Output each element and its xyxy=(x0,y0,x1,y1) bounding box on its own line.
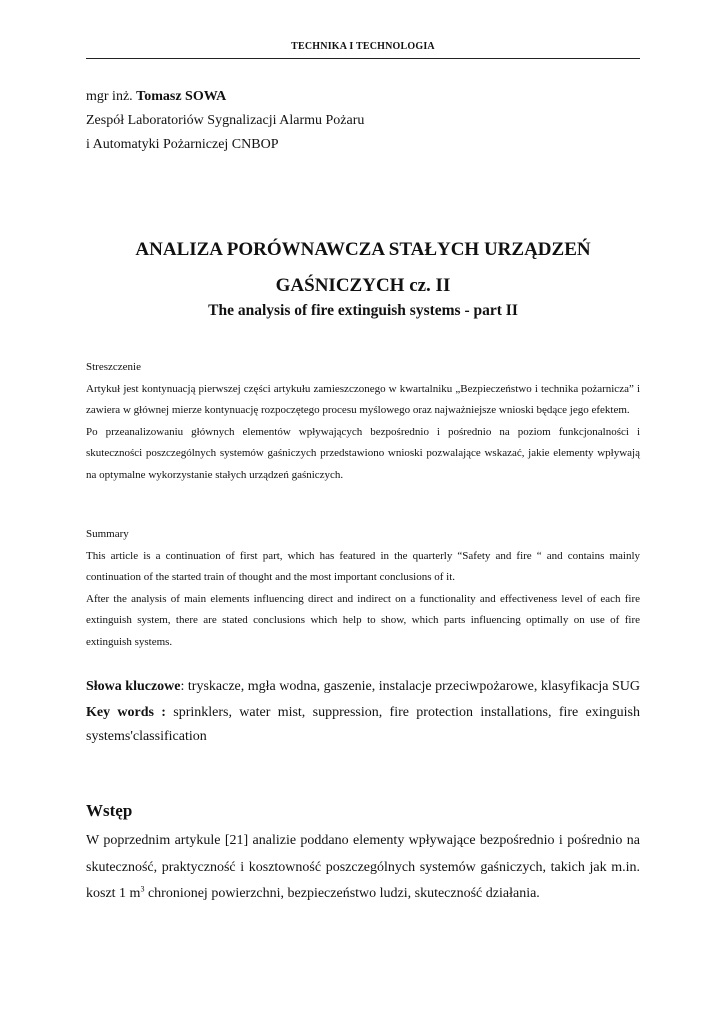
header-rule xyxy=(86,58,640,59)
abstract-english xyxy=(86,524,640,653)
english-title: The analysis of fire extinguish systems - part II xyxy=(208,302,518,319)
section-heading-intro: Wstęp xyxy=(86,801,133,820)
author-line xyxy=(86,85,640,109)
keywords-polish-label: Słowa kluczowe xyxy=(86,679,181,694)
title-line-1: ANALIZA PORÓWNAWCZA STAŁYCH URZĄDZEŃ xyxy=(135,239,591,260)
summary-paragraph: After the analysis of main elements influencing direct and indirect on a functionality and effectiveness level of each fire extinguish system, there are stated conclusions which help to show, which parts influencing optimally on use of fire extinguish systems. xyxy=(86,592,640,648)
keywords-polish xyxy=(86,675,640,700)
superscript-3: 3 xyxy=(140,884,145,894)
running-header: TECHNIKA I TECHNOLOGIA xyxy=(291,41,435,52)
author-name: Tomasz SOWA xyxy=(136,89,227,104)
summary-paragraph: This article is a continuation of first part, which has featured in the quarterly “Safety and fire “ and contains mainly continuation of the started train of thought and the most important conclusions of it. xyxy=(86,549,640,583)
abstract-paragraph: Po przeanalizowaniu głównych elementów wpływających bezpośrednio i pośrednio na poziom funkcjonalności i skuteczności poszczególnych systemów gaśniczych przedstawiono wnioski pozwalające wskazać, jakie elementy wpływają na optymalne wykorzystanie stałych urządzeń gaśniczych. xyxy=(86,425,640,481)
author-prefix: mgr inż. xyxy=(86,89,137,104)
intro-text-before: W poprzednim artykule [21] analizie poddano elementy wpływające bezpośrednio i pośrednio na skuteczność, praktyczność i kosztowność poszczególnych systemów gaśniczych, takich jak m.in. koszt 1 m xyxy=(86,833,640,901)
keywords-polish-text: : tryskacze, mgła wodna, gaszenie, instalacje przeciwpożarowe, klasyfikacja SUG xyxy=(180,679,640,694)
author-block xyxy=(86,85,640,157)
keywords-english xyxy=(86,701,640,750)
keywords-english-text: sprinklers, water mist, suppression, fire protection installations, fire exinguish systems'classification xyxy=(86,704,641,744)
intro-paragraph xyxy=(86,828,640,908)
keywords-english-label: Key words : xyxy=(86,704,166,720)
abstract-heading: Streszczenie xyxy=(86,361,141,373)
paper-title xyxy=(86,232,640,304)
affiliation-line-1: Zespół Laboratoriów Sygnalizacji Alarmu Pożaru xyxy=(86,113,365,128)
intro-text-after: chronionej powierzchni, bezpieczeństwo ludzi, skuteczność działania. xyxy=(144,886,540,901)
abstract-polish xyxy=(86,357,640,486)
keywords-block xyxy=(86,675,640,750)
summary-heading: Summary xyxy=(86,528,129,540)
abstract-paragraph: Artykuł jest kontynuacją pierwszej części artykułu zamieszczonego w kwartalniku „Bezpieczeństwo i technika pożarnicza” i zawiera w głównej mierze kontynuację rozpoczętego procesu myślowego oraz najważniejsze wnioski będące jego efektem. xyxy=(86,382,640,416)
affiliation-line-2: i Automatyki Pożarniczej CNBOP xyxy=(86,137,279,152)
intro-body xyxy=(86,828,640,908)
title-line-2: GAŚNICZYCH cz. II xyxy=(275,275,451,296)
